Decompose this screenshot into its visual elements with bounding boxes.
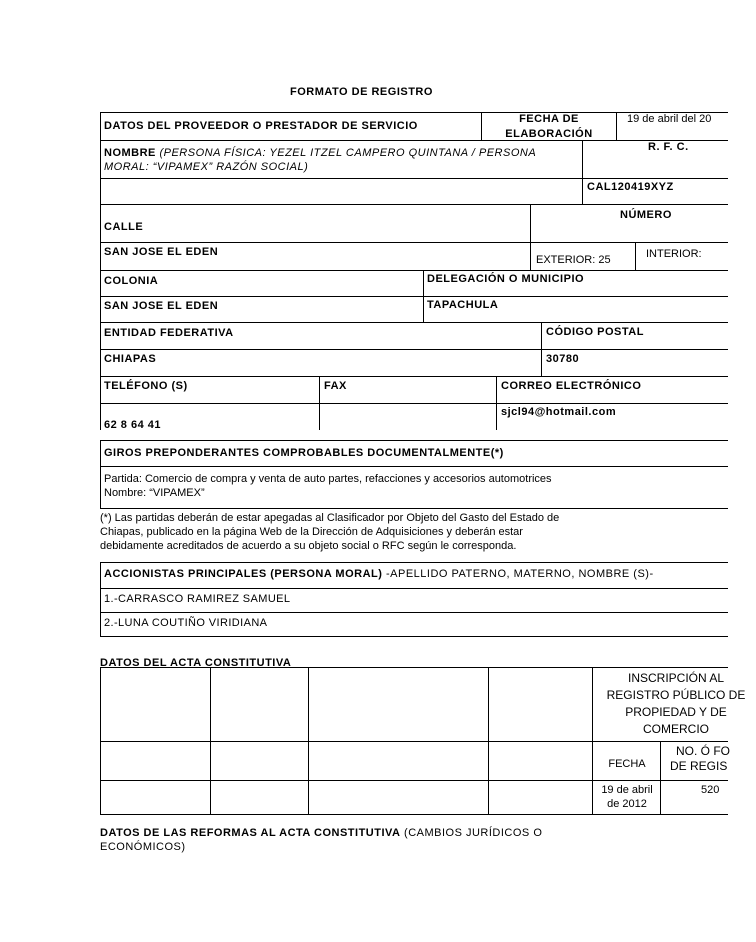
reformas-note-1: (CAMBIOS JURÍDICOS O [400, 827, 543, 839]
inscripcion-line-4: COMERCIO [643, 722, 709, 736]
rule [530, 204, 531, 270]
rule [100, 466, 728, 467]
calle-label: CALLE [104, 221, 144, 233]
no-folio-label-2: DE REGIS [670, 759, 728, 773]
inscripcion-line-1: INSCRIPCIÓN AL [627, 671, 725, 685]
telefono-value: 62 8 64 41 [104, 419, 161, 431]
rule [635, 242, 636, 270]
accionistas-label: ACCIONISTAS PRINCIPALES (PERSONA MORAL) [104, 568, 383, 580]
rule [100, 178, 728, 179]
rule [496, 376, 497, 430]
inscripcion-line-3: PROPIEDAD Y DE [625, 705, 727, 719]
rule [100, 440, 728, 441]
fecha-value-2: de 2012 [607, 798, 647, 810]
rule [100, 376, 728, 377]
rule [100, 636, 728, 637]
giros-line-2: Nombre: “VIPAMEX” [104, 487, 205, 499]
accionistas-note: -APELLIDO PATERNO, MATERNO, NOMBRE (S)- [382, 568, 654, 580]
rule [100, 296, 728, 297]
colonia-label: COLONIA [104, 275, 159, 287]
rule [481, 112, 482, 140]
rule [100, 814, 728, 815]
rule [100, 140, 728, 141]
entidad-label: ENTIDAD FEDERATIVA [104, 327, 234, 339]
telefono-label: TELÉFONO (S) [104, 380, 188, 392]
fecha-elaboracion-label-1: FECHA DE [519, 113, 579, 125]
inscripcion-line-2: REGISTRO PÚBLICO DE [606, 688, 746, 702]
rfc-value: CAL120419XYZ [587, 181, 674, 193]
correo-value: sjcl94@hotmail.com [501, 406, 617, 418]
rule [100, 440, 101, 508]
page-title: FORMATO DE REGISTRO [290, 86, 433, 98]
nombre-label: NOMBRE [104, 147, 156, 159]
rule [100, 667, 101, 814]
giros-label: GIROS PREPONDERANTES COMPROBABLES DOCUMENTALMENTE(*) [104, 447, 504, 459]
exterior-value: EXTERIOR: 25 [536, 254, 611, 266]
proveedor-label: DATOS DEL PROVEEDOR O PRESTADOR DE SERVICIO [104, 120, 418, 132]
accionista-2: 2.-LUNA COUTIÑO VIRIDIANA [104, 617, 268, 629]
delegacion-value: TAPACHULA [427, 299, 499, 311]
rule [100, 508, 728, 509]
cp-value: 30780 [546, 353, 580, 365]
fecha-elaboracion-label-2: ELABORACIÓN [505, 128, 593, 140]
nombre-note-1: (PERSONA FÍSICA: YEZEL ITZEL CAMPERO QUINTANA / PERSONA [159, 147, 537, 159]
colonia-value: SAN JOSE EL EDEN [104, 300, 219, 312]
rule [100, 741, 728, 742]
rule [100, 270, 728, 271]
fecha-label: FECHA [608, 758, 646, 770]
rule [488, 667, 489, 814]
accionista-1: 1.-CARRASCO RAMIREZ SAMUEL [104, 593, 291, 605]
rule [100, 403, 728, 404]
reformas-note-2: ECONÓMICOS) [100, 841, 186, 853]
rule [319, 376, 320, 430]
rule [592, 667, 593, 814]
rule [210, 667, 211, 814]
rule [100, 112, 101, 430]
nota-line-3: debidamente acreditados de acuerdo a su objeto social o RFC según le corresponda. [100, 540, 517, 552]
fecha-value-1: 19 de abril [601, 784, 653, 796]
fax-label: FAX [324, 380, 347, 392]
cp-label: CÓDIGO POSTAL [546, 326, 644, 338]
entidad-value: CHIAPAS [104, 353, 157, 365]
delegacion-label: DELEGACIÓN O MUNICIPIO [427, 273, 585, 285]
rule [423, 270, 424, 322]
rule [100, 780, 728, 781]
interior-value: INTERIOR: [646, 248, 702, 260]
rule [100, 588, 728, 589]
rule [100, 349, 728, 350]
correo-label: CORREO ELECTRÓNICO [501, 380, 642, 392]
rule [582, 140, 583, 204]
rule [100, 612, 728, 613]
no-folio-label-1: NO. Ó FO [676, 744, 730, 758]
numero-label: NÚMERO [620, 209, 672, 221]
nombre-note-2: MORAL: “VIPAMEX” RAZÓN SOCIAL) [104, 161, 309, 173]
nota-line-2: Chiapas, publicado en la página Web de la Dirección de Adquisiciones y deberán estar [100, 526, 523, 538]
giros-line-1: Partida: Comercio de compra y venta de auto partes, refacciones y accesorios automotrices [104, 473, 552, 485]
rfc-label: R. F. C. [648, 141, 689, 153]
acta-label: DATOS DEL ACTA CONSTITUTIVA [100, 657, 292, 669]
rule [100, 562, 728, 563]
rule [100, 562, 101, 636]
rule [100, 322, 728, 323]
nota-line-1: (*) Las partidas deberán de estar apegadas al Clasificador por Objeto del Gasto del Estado de [100, 512, 560, 524]
rule [616, 112, 617, 140]
calle-value: SAN JOSE EL EDEN [104, 246, 219, 258]
reformas-label: DATOS DE LAS REFORMAS AL ACTA CONSTITUTIVA [100, 827, 401, 839]
folio-value: 520 [701, 784, 720, 796]
fecha-elaboracion-value: 19 de abril del 20 [627, 113, 712, 125]
rule [100, 242, 728, 243]
rule [541, 322, 542, 376]
rule [100, 204, 728, 205]
rule [660, 741, 661, 814]
rule [308, 667, 309, 814]
